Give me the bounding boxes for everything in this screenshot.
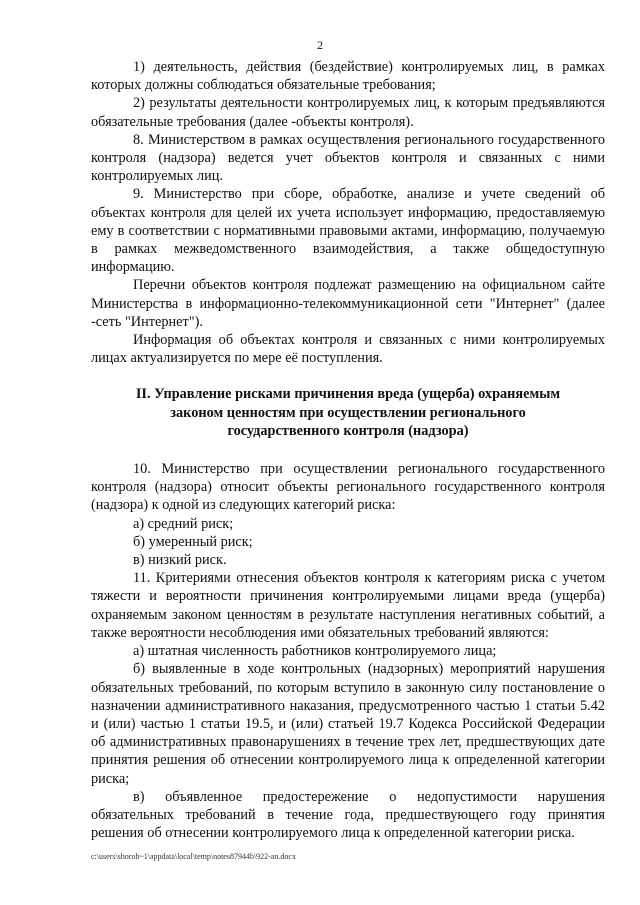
paragraph: 9. Министерство при сборе, обработке, анализе и учете сведений об объектах контроля для целей их учета использует информацию, предоставляемую ему в соответствии с нормативными правовыми актами, информацию, получаемую в рамках межведомственного взаимодействия, а также общедоступную информацию. [91,186,605,276]
list-item: в) объявленное предостережение о недопустимости нарушения обязательных требований в течение года, предшествующего году принятия решения об отнесении контролируемого лица к определенной категории риска. [91,788,605,842]
paragraph: 8. Министерством в рамках осуществления регионального государственного контроля (надзора) ведется учет объектов контроля и связанных с ними контролируемых лиц. [91,131,605,185]
file-path-footer: c:\users\shoroh~1\appdata\local\temp\notes87944b\922-an.docx [91,852,296,861]
section-heading: II. Управление рисками причинения вреда (ущерба) охраняемым законом ценностям при осуществлении регионального государственного контроля (надзора) [135,386,561,439]
paragraph: 1) деятельность, действия (бездействие) контролируемых лиц, в рамках которых должны соблюдаться обязательные требования; [91,59,605,94]
page-number: 2 [317,38,323,52]
paragraph: 10. Министерство при осуществлении регионального государственного контроля (надзора) относит объекты регионального государственного контроля (надзора) к одной из следующих категорий риска: [91,461,605,514]
paragraph: Перечни объектов контроля подлежат размещению на официальном сайте Министерства в информационно-телекоммуникационной сети "Интернет" (далее -сеть "Интернет"). [91,277,605,330]
paragraph: 2) результаты деятельности контролируемых лиц, к которым предъявляются обязательные требования (далее -объекты контроля). [91,95,605,130]
paragraph: Информация об объектах контроля и связанных с ними контролируемых лицах актуализируется по мере её поступления. [91,332,605,367]
document-body [91,58,605,842]
list-item: б) выявленные в ходе контрольных (надзорных) мероприятий нарушения обязательных требований, по которым вступило в законную силу постановление о назначении административного наказания, предусмотренного частью 1 статьи 5.42 и (или) частью 1 статьи 19.5, и (или) статьей 19.7 Кодекса Российской Федерации об административных правонарушениях в течение трех лет, предшествующих дате принятия решения об отнесении контролируемого лица к определенной категории риска; [91,661,605,787]
list-item: б) умеренный риск; [133,533,253,550]
list-item: в) низкий риск. [133,552,227,569]
list-item: а) штатная численность работников контролируемого лица; [133,643,497,660]
paragraph: 11. Критериями отнесения объектов контроля к категориям риска с учетом тяжести и вероятности причинения контролируемыми лицами вреда (ущерба) охраняемым законом ценностям в результате наступления негативных событий, а также вероятности несоблюдения ими обязательных требований являются: [91,570,605,641]
list-item: а) средний риск; [133,515,234,532]
